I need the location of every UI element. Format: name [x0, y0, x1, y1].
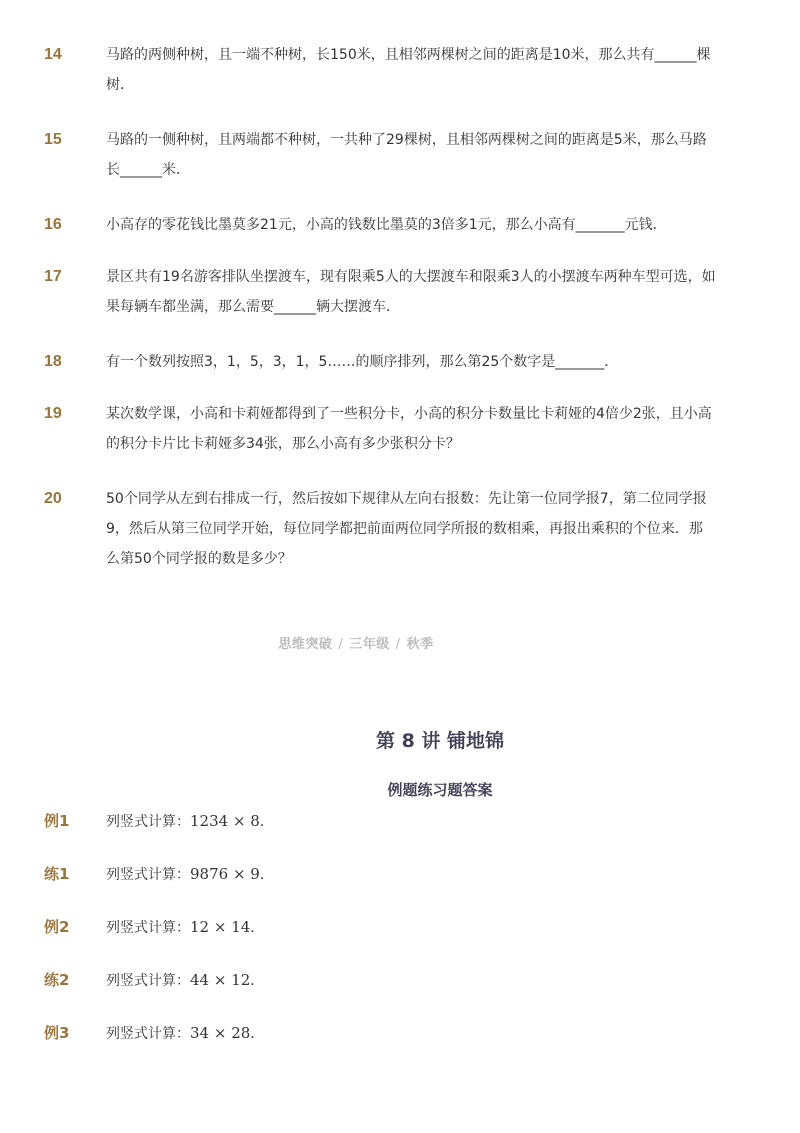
problem-number: 16	[44, 216, 62, 233]
example-suffix: ．	[259, 867, 274, 883]
problem-text: 某次数学课，小高和卡莉娅都得到了一些积分卡，小高的积分卡数量比卡莉娅的4倍少2张，且小高的积分卡片比卡莉娅多34张，那么小高有多少张积分卡？	[106, 406, 712, 452]
problem-number: 14	[44, 46, 62, 63]
footer-separator: /	[338, 637, 344, 652]
footer-book: 思维突破	[278, 637, 333, 652]
example-suffix: ．	[250, 920, 265, 936]
section-title: 例题练习题答案	[387, 781, 493, 799]
example-prefix: 列竖式计算：	[106, 814, 190, 830]
problem-text: 马路的两侧种树，且一端不种树，长150米，且相邻两棵树之间的距离是10米，那么共有______棵树．	[106, 47, 711, 93]
problem-number: 18	[44, 353, 62, 370]
example-prefix: 列竖式计算：	[106, 920, 190, 936]
example-prefix: 列竖式计算：	[106, 973, 190, 989]
example-prefix: 列竖式计算：	[106, 1026, 190, 1042]
footer-grade: 三年级	[349, 637, 390, 652]
problem-text: 小高存的零花钱比墨莫多21元，小高的钱数比墨莫的3倍多1元，那么小高有_______元钱．	[106, 217, 667, 233]
problem-text: 景区共有19名游客排队坐摆渡车，现有限乘5人的大摆渡车和限乘3人的小摆渡车两种车型可选，如果每辆车都坐满，那么需要______辆大摆渡车．	[106, 269, 716, 315]
example-label: 例3	[44, 1024, 70, 1042]
problem-text: 有一个数列按照3，1，5，3，1，5……的顺序排列，那么第25个数字是_______．	[106, 354, 619, 370]
example-suffix: ．	[250, 973, 265, 989]
example-expression: 9876 × 9	[190, 865, 260, 883]
example-expression: 34 × 28	[190, 1024, 251, 1042]
problem-number: 19	[44, 405, 62, 422]
example-label: 练1	[44, 865, 70, 883]
footer-season: 秋季	[406, 637, 434, 652]
example-suffix: ．	[259, 814, 274, 830]
problem-text: 马路的一侧种树，且两端都不种树，一共种了29棵树，且相邻两棵树之间的距离是5米，那么马路长______米．	[106, 132, 707, 178]
problem-text: 50个同学从左到右排成一行，然后按如下规律从左向右报数：先让第一位同学报7，第二位同学报9，然后从第三位同学开始，每位同学都把前面两位同学所报的数相乘，再报出乘积的个位来．那么第50个同学报的数是多少？	[106, 491, 707, 567]
example-text	[106, 812, 274, 831]
example-label: 练2	[44, 971, 70, 989]
example-label: 例1	[44, 812, 70, 830]
problem-number: 15	[44, 131, 62, 148]
example-text	[106, 865, 274, 884]
page-footer	[0, 633, 712, 652]
example-text	[106, 918, 264, 937]
example-expression: 12 × 14	[190, 918, 251, 936]
example-text	[106, 1024, 264, 1043]
example-label: 例2	[44, 918, 70, 936]
example-text	[106, 971, 264, 990]
lecture-title: 第 8 讲 铺地锦	[375, 730, 505, 752]
example-prefix: 列竖式计算：	[106, 867, 190, 883]
footer-separator: /	[395, 637, 401, 652]
problem-number: 17	[44, 268, 62, 285]
problem-number: 20	[44, 490, 62, 507]
example-suffix: ．	[250, 1026, 265, 1042]
example-expression: 1234 × 8	[190, 812, 260, 830]
example-expression: 44 × 12	[190, 971, 251, 989]
